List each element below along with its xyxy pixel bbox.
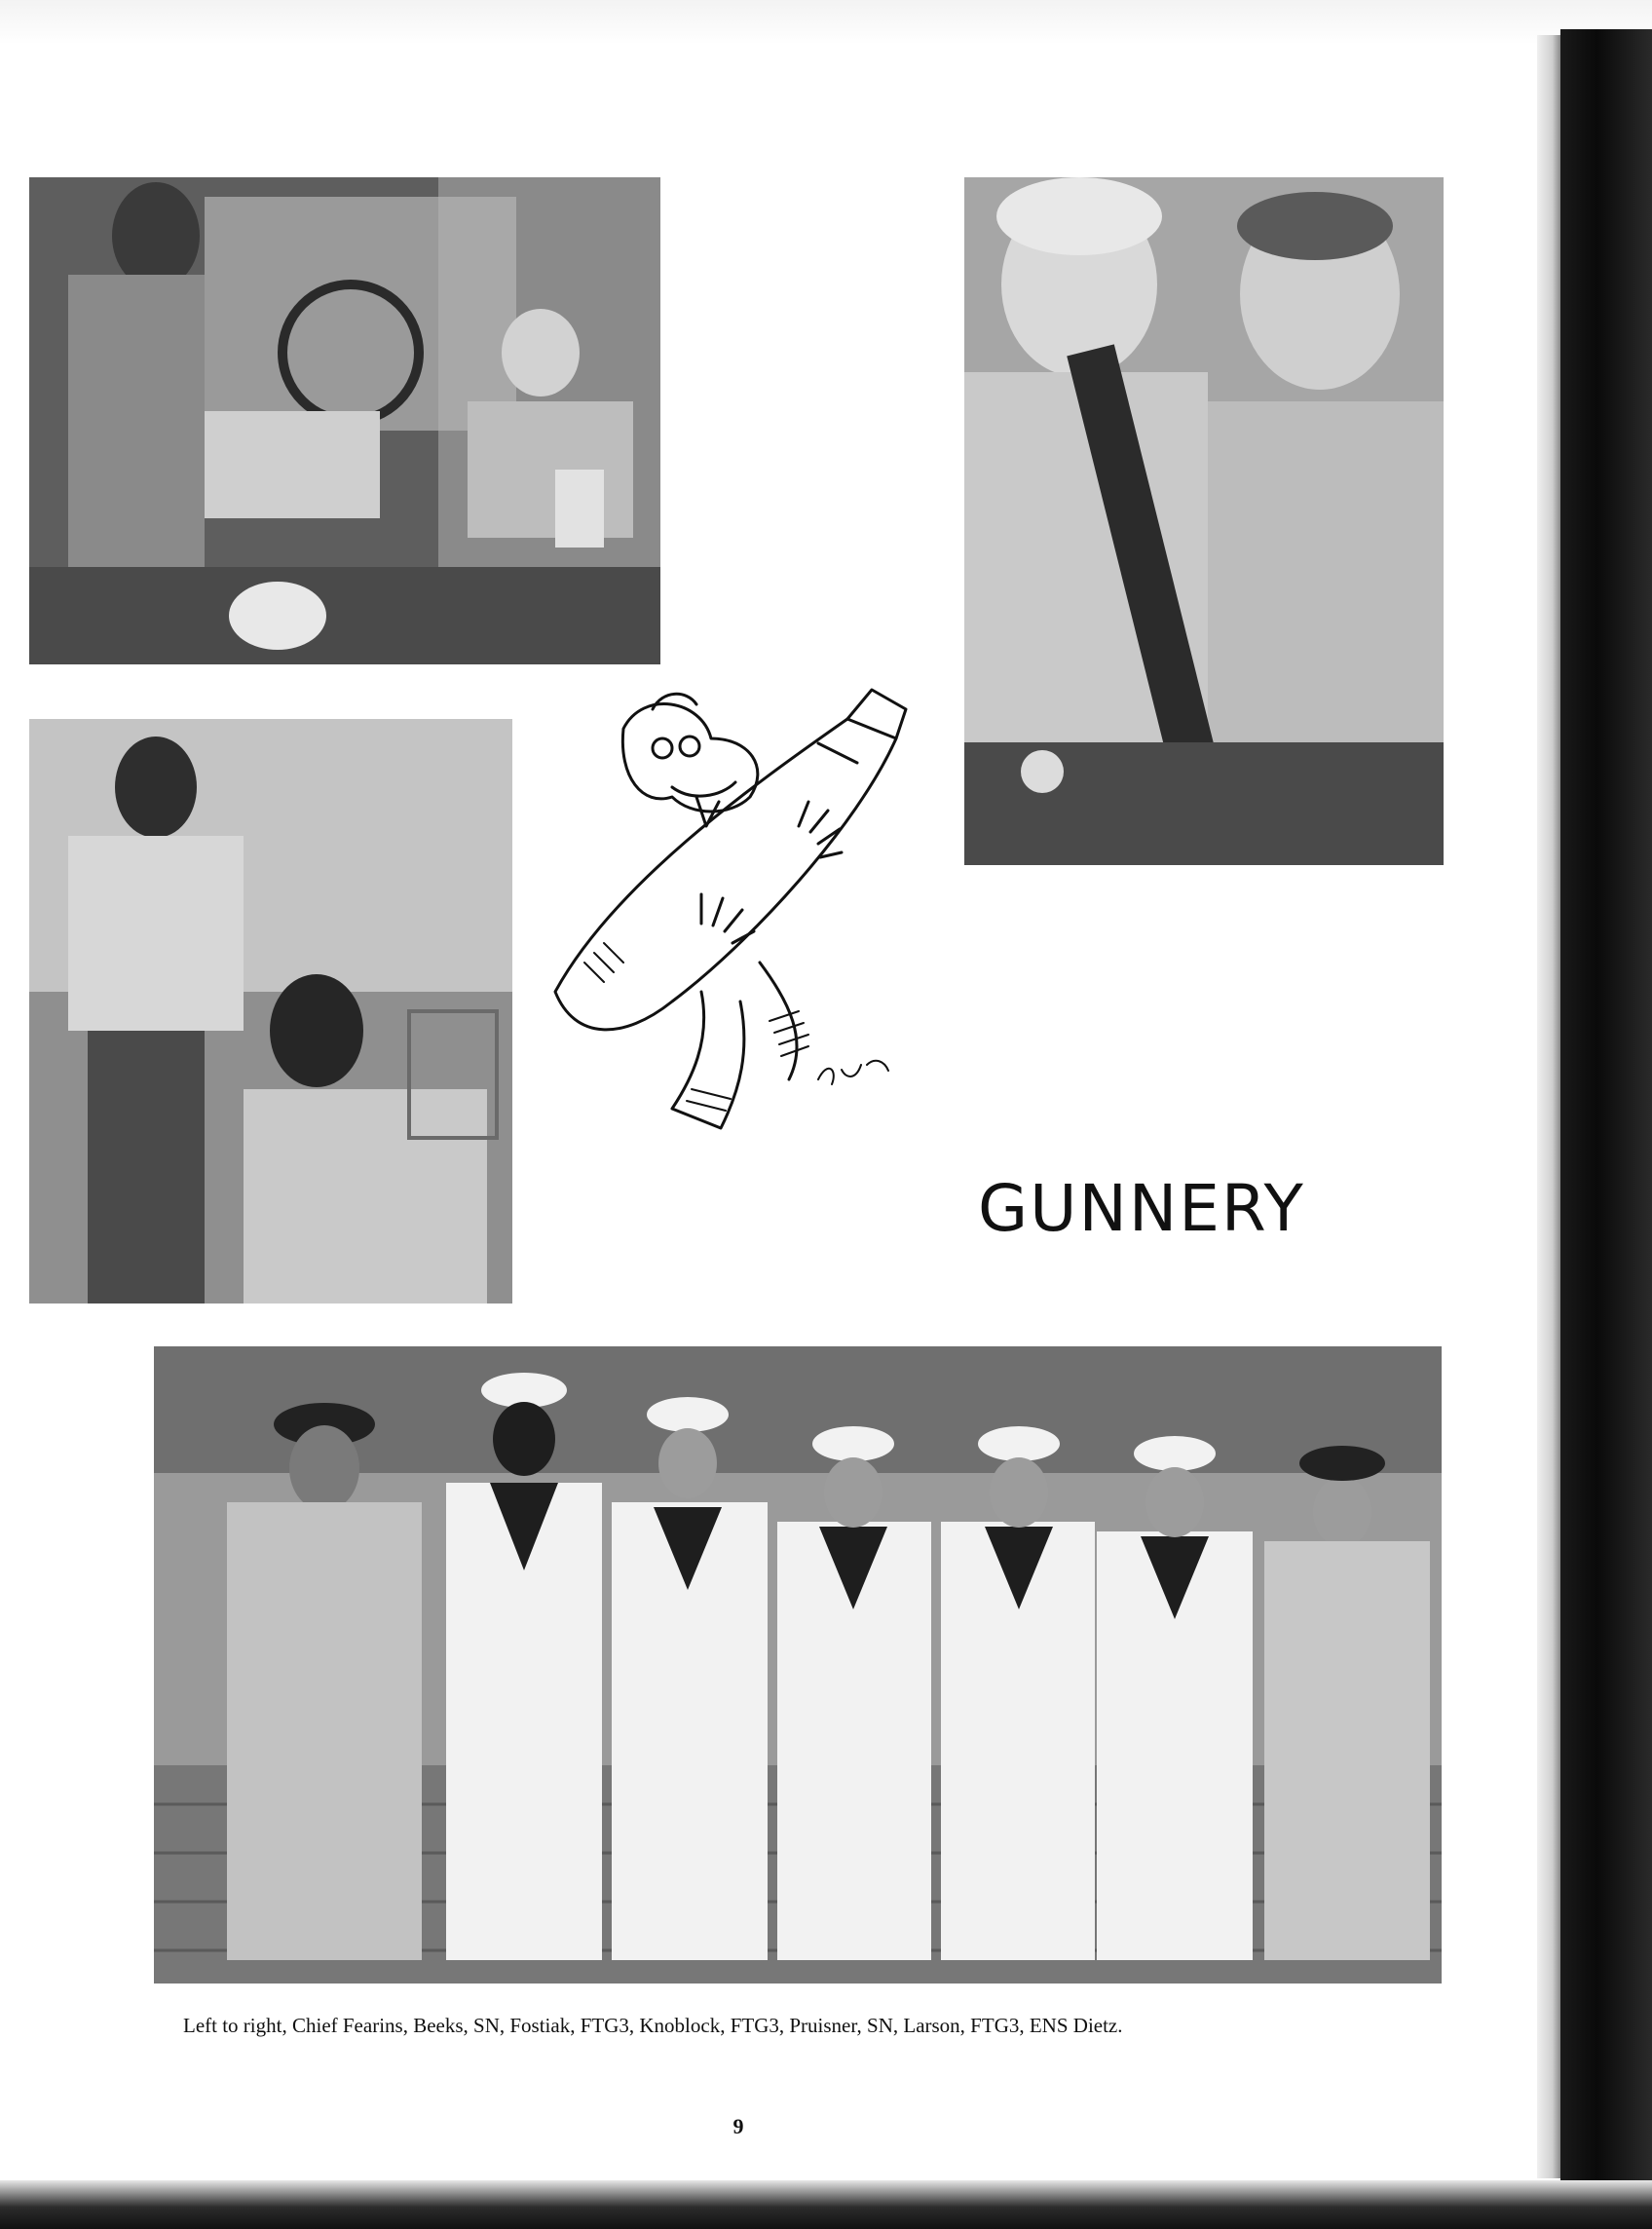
book-binding [1560, 29, 1652, 2229]
scan-bottom-edge [0, 2180, 1652, 2229]
photo-gun-mount [29, 177, 660, 664]
page-title: GUNNERY [978, 1171, 1305, 1246]
cartoon-drawing [526, 670, 935, 1148]
photo-caption: Left to right, Chief Fearins, Beeks, SN, Fostiak, FTG3, Knoblock, FTG3, Pruisner, SN, Larson, FTG3, ENS Dietz. [183, 2014, 1123, 2037]
photo-two-men [29, 719, 512, 1303]
photo-rifle [964, 177, 1444, 865]
page-edge-shadow [1537, 35, 1562, 2178]
page-number: 9 [732, 2114, 744, 2138]
scan-top-edge [0, 0, 1652, 45]
photo-group [154, 1346, 1442, 1983]
